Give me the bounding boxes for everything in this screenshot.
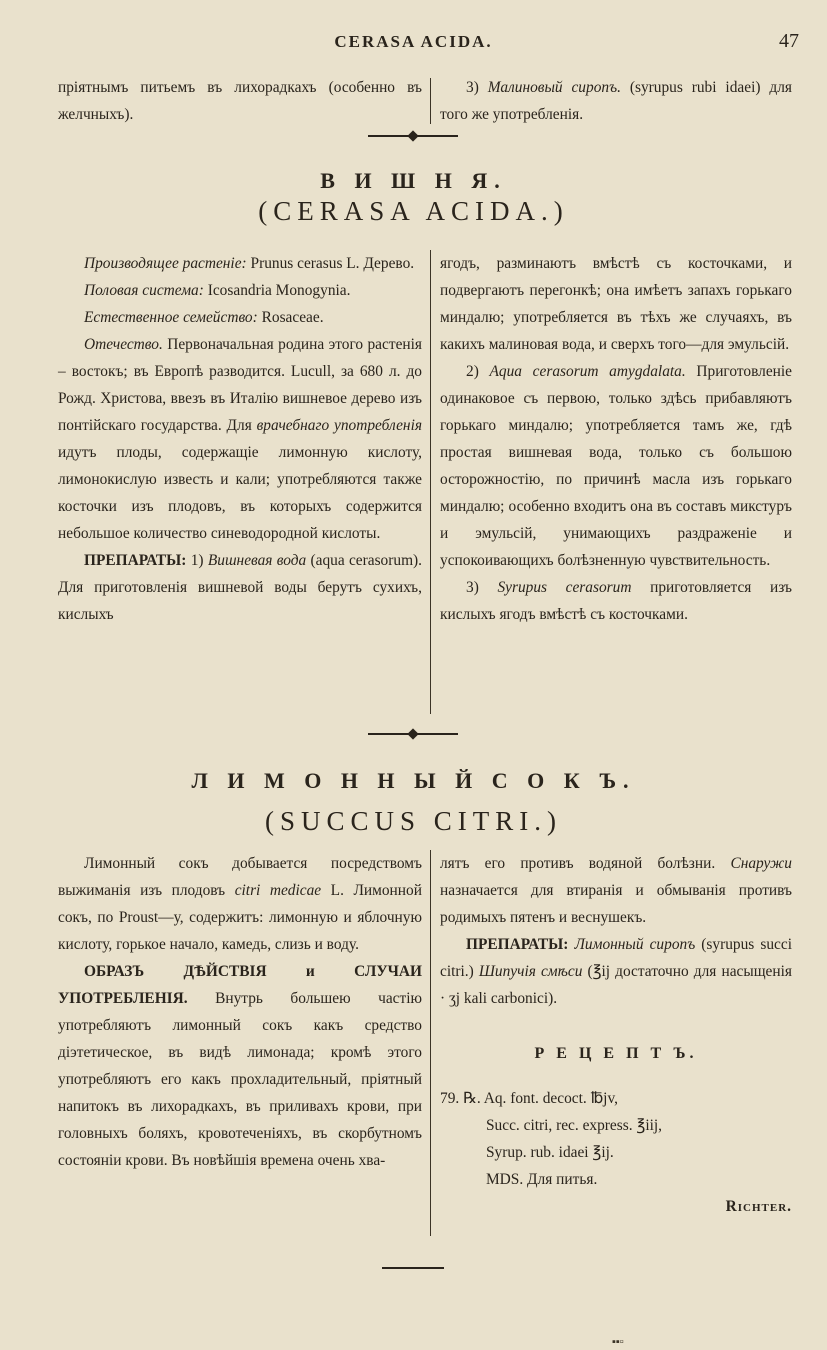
column-rule: [430, 78, 431, 124]
top-left-text: пріятнымъ питьемъ въ лихорадкахъ (особенно въ желчныхъ).: [58, 79, 422, 123]
article-title-cherry: В И Ш Н Я.: [320, 168, 507, 193]
ornament-divider: [368, 130, 458, 142]
article2-right-column: лятъ его противъ водяной болѣзни. Снаружи назначается для втиранія и обмыванія противъ родимыхъ пятенъ и веснушекъ. ПРЕПАРАТЫ: Лимонный сиропъ (syrupus succi citri.) Шипучія смѣси (℥ij достаточно для насыщенія · ʒj kali carbonici). Р Е Ц Е П Т Ъ. 79. ℞. Aq. font. decoct. ℔jv, Succ. citri, rec. express. ℥iij, Syrup. rub. idaei ℥ij. MDS. Для питья. Richter.: [440, 850, 792, 1220]
recipe-line: Syrup. rub. idaei ℥ij.: [486, 1144, 614, 1161]
article-title-lemon-juice: Л И М О Н Н Ы Й С О К Ъ.: [191, 768, 636, 793]
recipe-author: Richter.: [725, 1198, 792, 1215]
recipe-line: MDS. Для питья.: [486, 1171, 598, 1188]
ornament-divider: [368, 728, 458, 740]
ink-stain: ▪▪▫: [612, 1336, 624, 1348]
column-rule: [430, 850, 431, 1236]
article-latin-title-cherry: (CERASA ACIDA.): [258, 196, 569, 226]
article-latin-title-lemon-juice: (SUCCUS CITRI.): [264, 806, 563, 836]
column-rule: [430, 250, 431, 714]
article1-left-column: Производящее растеніе: Prunus cerasus L. Дерево. Половая система: Icosandria Monogynia. Естественное семейство: Rosaceae. Отечество. Первоначальная родина этого растенія – востокъ; въ Европѣ разводится. Lucull, за 680 л. до Рожд. Христова, ввезъ въ Италію вишневое дерево изъ понтійскаго государства. Для врачебнаго употребленія идутъ плоды, содержащіе лимонную кислоту, лимонокислую известь и кали; употребляются также косточки изъ плодовъ, въ которыхъ содержится небольшое количество синеводородной кислоты. ПРЕПАРАТЫ: 1) Вишневая вода (aqua cerasorum). Для приготовленія вишневой воды берутъ сухихъ, кислыхъ: [58, 255, 423, 623]
top-right-text: 3) Малиновый сиропъ. (syrupus rubi idaei) для того же употребленія.: [440, 79, 792, 123]
running-title: CERASA ACIDA.: [334, 32, 493, 51]
ornament-divider: [382, 1262, 444, 1274]
recipe-title: Р Е Ц Е П Т Ъ.: [534, 1045, 698, 1062]
recipe-line: Succ. citri, rec. express. ℥iij,: [486, 1117, 662, 1134]
recipe-lines: [440, 1085, 792, 1193]
recipe-line: 79. ℞. Aq. font. decoct. ℔jv,: [440, 1090, 618, 1107]
article2-left-column: Лимонный сокъ добывается посредствомъ выжиманія изъ плодовъ citri medicae L. Лимонной сокъ, по Proust—у, содержитъ: лимонную и яблочную кислоту, горькое начало, камедь, слизь и воду. ОБРАЗЪ ДѢЙСТВІЯ и СЛУЧАИ УПОТРЕБЛЕНІЯ. Внутрь большею частію употребляютъ лимонный сокъ какъ средство діэтетическое, въ видѣ лимонада; кромѣ этого употребляютъ его какъ прохладительный, пріятный напитокъ въ лихорадкахъ, въ приливахъ крови, при головныхъ боляхъ, кровотеченіяхъ, въ скорбутномъ состояніи крови. Въ новѣйшія времена очень хва-: [58, 855, 422, 1169]
page-number: 47: [779, 30, 799, 52]
article1-right-column: ягодъ, разминаютъ вмѣстѣ съ косточками, и подвергаютъ перегонкѣ; она имѣетъ запахъ горькаго миндалю; употребляется въ тѣхъ же случаяхъ, въ какихъ малиновая вода, и сверхъ того—для эмульсій. 2) Aqua cerasorum amygdalata. Приготовленіе одинаковое съ первою, только здѣсь прибавляютъ горькаго миндалю; употребляется тамъ же, гдѣ простая вишневая вода, только съ большою осторожностію, по причинѣ масла изъ горькаго миндалю; особенно входитъ она въ составъ микстуръ и эмульсій, унимающихъ раздраженіе и успокоивающихъ болѣзненную чувствительность. 3) Syrupus cerasorum приготовляется изъ кислыхъ ягодъ вмѣстѣ съ косточками.: [440, 255, 792, 623]
